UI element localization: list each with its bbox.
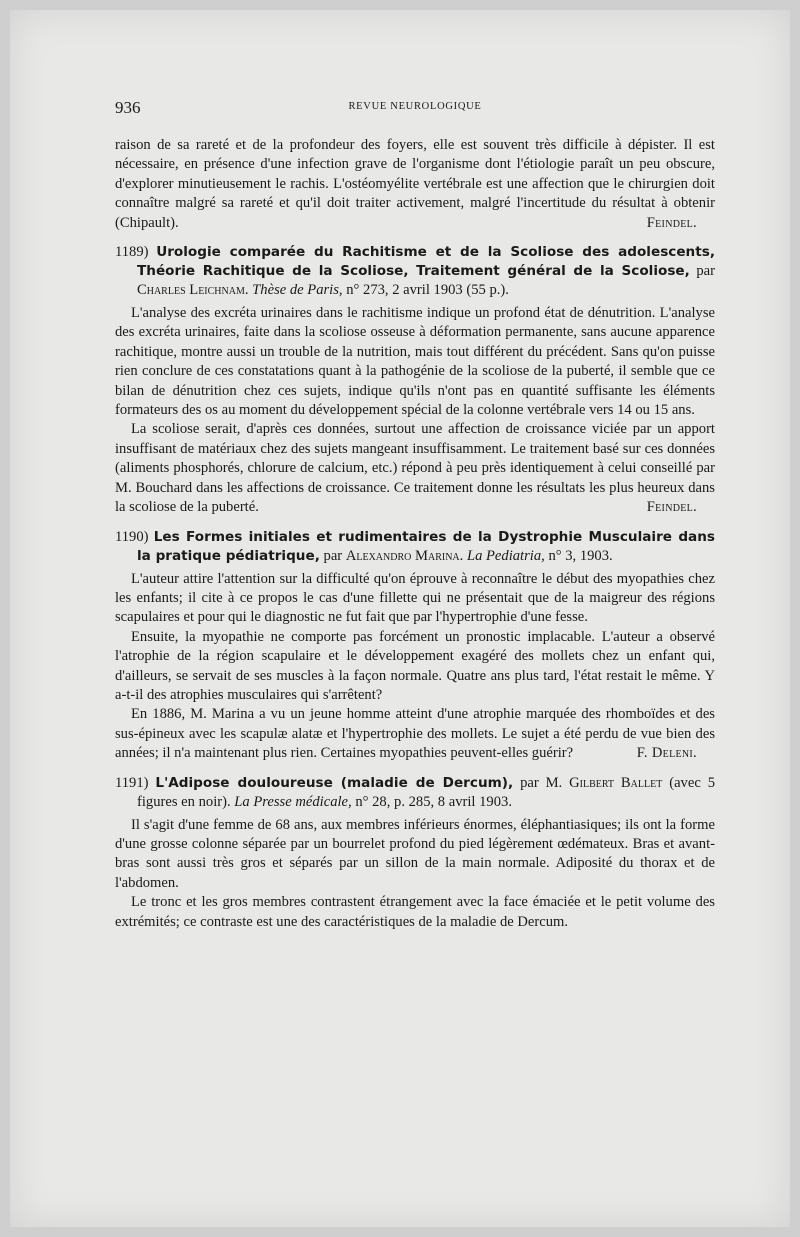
intro-signature: Feindel. bbox=[646, 214, 697, 231]
body-paragraph bbox=[115, 705, 715, 763]
page-content bbox=[115, 98, 715, 932]
entry-number: 1191) bbox=[115, 774, 149, 791]
entry-details: n° 273, 2 avril 1903 (55 p.). bbox=[346, 282, 509, 299]
body-paragraph-text: En 1886, M. Marina a vu un jeune homme atteint d'une atrophie marquée des rhomboïdes et des sus-épineux avec les scapulæ alatæ et l'hypertrophie des mollets. Le sujet a été perdu de vue bien des années; il n'a maintenant plus rien. Certaines myopathies peuvent-elles guérir? bbox=[115, 706, 715, 762]
body-paragraph: Le tronc et les gros membres contrastent étrangement avec la face émaciée et le petit volume des extrémités; ce contraste est une des caractéristiques de la maladie de Dercum. bbox=[115, 894, 715, 930]
journal-title: REVUE NEUROLOGIQUE bbox=[348, 101, 482, 112]
entry-by: par bbox=[323, 547, 343, 564]
entry-body-1190 bbox=[115, 570, 715, 764]
body-paragraph: L'analyse des excréta urinaires dans le rachitisme indique un profond état de dénutrition. L'analyse des excréta urinaires, faite dans la scoliose osseuse à déformation permanente, sans aucune apparence rachitique, montre aussi un trouble de la nutrition, mais tout différent du précédent. Sans qu'on puisse rien conclure de ces constatations quant à la pathogénie de la scoliose de la puberté, il semble que ce bilan de dénutrition chez ces sujets, indique qu'ils n'ont pas en quantité suffisante les éléments formateurs des os au moment du développement spécial de la colonne vertébrale vers 14 ou 15 ans. bbox=[115, 305, 715, 419]
abstract-entry-1189 bbox=[115, 243, 715, 300]
entry-details-pre: (avec 5 figures en noir). bbox=[137, 774, 715, 810]
entry-details: n° 28, p. 285, 8 avril 1903. bbox=[355, 793, 512, 810]
running-head bbox=[115, 98, 715, 122]
intro-paragraph bbox=[115, 136, 715, 233]
body-paragraph: Ensuite, la myopathie ne comporte pas forcément un pronostic implacable. L'auteur a observé l'atrophie de la région scapulaire et le développement exagéré des mollets chez un enfant qui, d'ailleurs, se servait de ses muscles à la façon normale. Quatre ans plus tard, l'état restait le même. Y a-t-il des atrophies musculaires qui s'arrêtent? bbox=[115, 628, 715, 703]
entry-publication: La Pediatria, bbox=[466, 547, 545, 564]
entry-title: Urologie comparée du Rachitisme et de la Scoliose des adolescents, Théorie Rachitique de la Scoliose, Traitement général de la Scoliose, bbox=[137, 244, 715, 280]
entry-details: n° 3, 1903. bbox=[548, 547, 613, 564]
book-page bbox=[10, 10, 790, 1227]
entry-number: 1190) bbox=[115, 528, 149, 545]
body-paragraph: L'auteur attire l'attention sur la difficulté qu'on éprouve à reconnaître le début des myopathies chez les enfants; il cite à ce propos le cas d'une fillette qui ne présentait que de la maigreur des régions scapulaires et pour qui le diagnostic ne fut fait que par l'hypertrophie d'une fesse. bbox=[115, 570, 715, 626]
entry-signature: Feindel. bbox=[646, 499, 697, 516]
body-paragraph bbox=[115, 420, 715, 517]
entry-author: Charles Leichnam. bbox=[137, 282, 249, 299]
entry-body-1189 bbox=[115, 304, 715, 517]
entry-author: Alexandro Marina. bbox=[345, 547, 464, 564]
abstract-entry-1190 bbox=[115, 528, 715, 566]
entry-publication: La Presse médicale, bbox=[234, 793, 352, 810]
entry-by: par M. bbox=[520, 774, 563, 791]
entry-number: 1189) bbox=[115, 244, 149, 261]
entry-author: Gilbert Ballet bbox=[569, 774, 663, 791]
body-paragraph-text: La scoliose serait, d'après ces données, surtout une affection de croissance viciée par un apport insuffisant de matériaux chez des sujets mangeant insuffisamment. Le traitement basé sur ces données (aliments phosphorés, chlorure de calcium, etc.) répond à peu près identiquement à celui conseillé par M. Bouchard dans les affections de croissance. Ce traitement donne les résultats les plus heureux dans la scoliose de la puberté. bbox=[115, 421, 715, 516]
intro-text: raison de sa rareté et de la profondeur des foyers, elle est souvent très difficile à dépister. Il est nécessaire, en présence d'une infection grave de l'organisme dont l'étiologie paraît un peu obscure, d'explorer minutieusement le rachis. L'ostéomyélite vertébrale est une affection que le chirurgien doit connaître malgré sa rareté et qu'il doit traiter activement, malgré l'incertitude du résultat à obtenir (Chipault). bbox=[115, 137, 715, 231]
entry-by: par bbox=[696, 263, 715, 280]
page-number: 936 bbox=[115, 98, 141, 117]
entry-title: L'Adipose douloureuse (maladie de Dercum), bbox=[155, 774, 514, 791]
entry-signature: F. Deleni. bbox=[636, 745, 697, 762]
entry-title: Les Formes initiales et rudimentaires de la Dystrophie Musculaire dans la pratique pédiatrique, bbox=[137, 528, 715, 564]
body-paragraph: Il s'agit d'une femme de 68 ans, aux membres inférieurs énormes, éléphantiasiques; ils ont la forme d'une grosse colonne séparée par un bourrelet profond du pied légèrement œdémateux. Bras et avant-bras sont aussi très gros et séparés par un sillon de la main normale. Adiposité du thorax et de l'abdomen. bbox=[115, 816, 715, 891]
entry-publication: Thèse de Paris, bbox=[252, 282, 343, 299]
entry-body-1191 bbox=[115, 816, 715, 932]
abstract-entry-1191 bbox=[115, 774, 715, 812]
